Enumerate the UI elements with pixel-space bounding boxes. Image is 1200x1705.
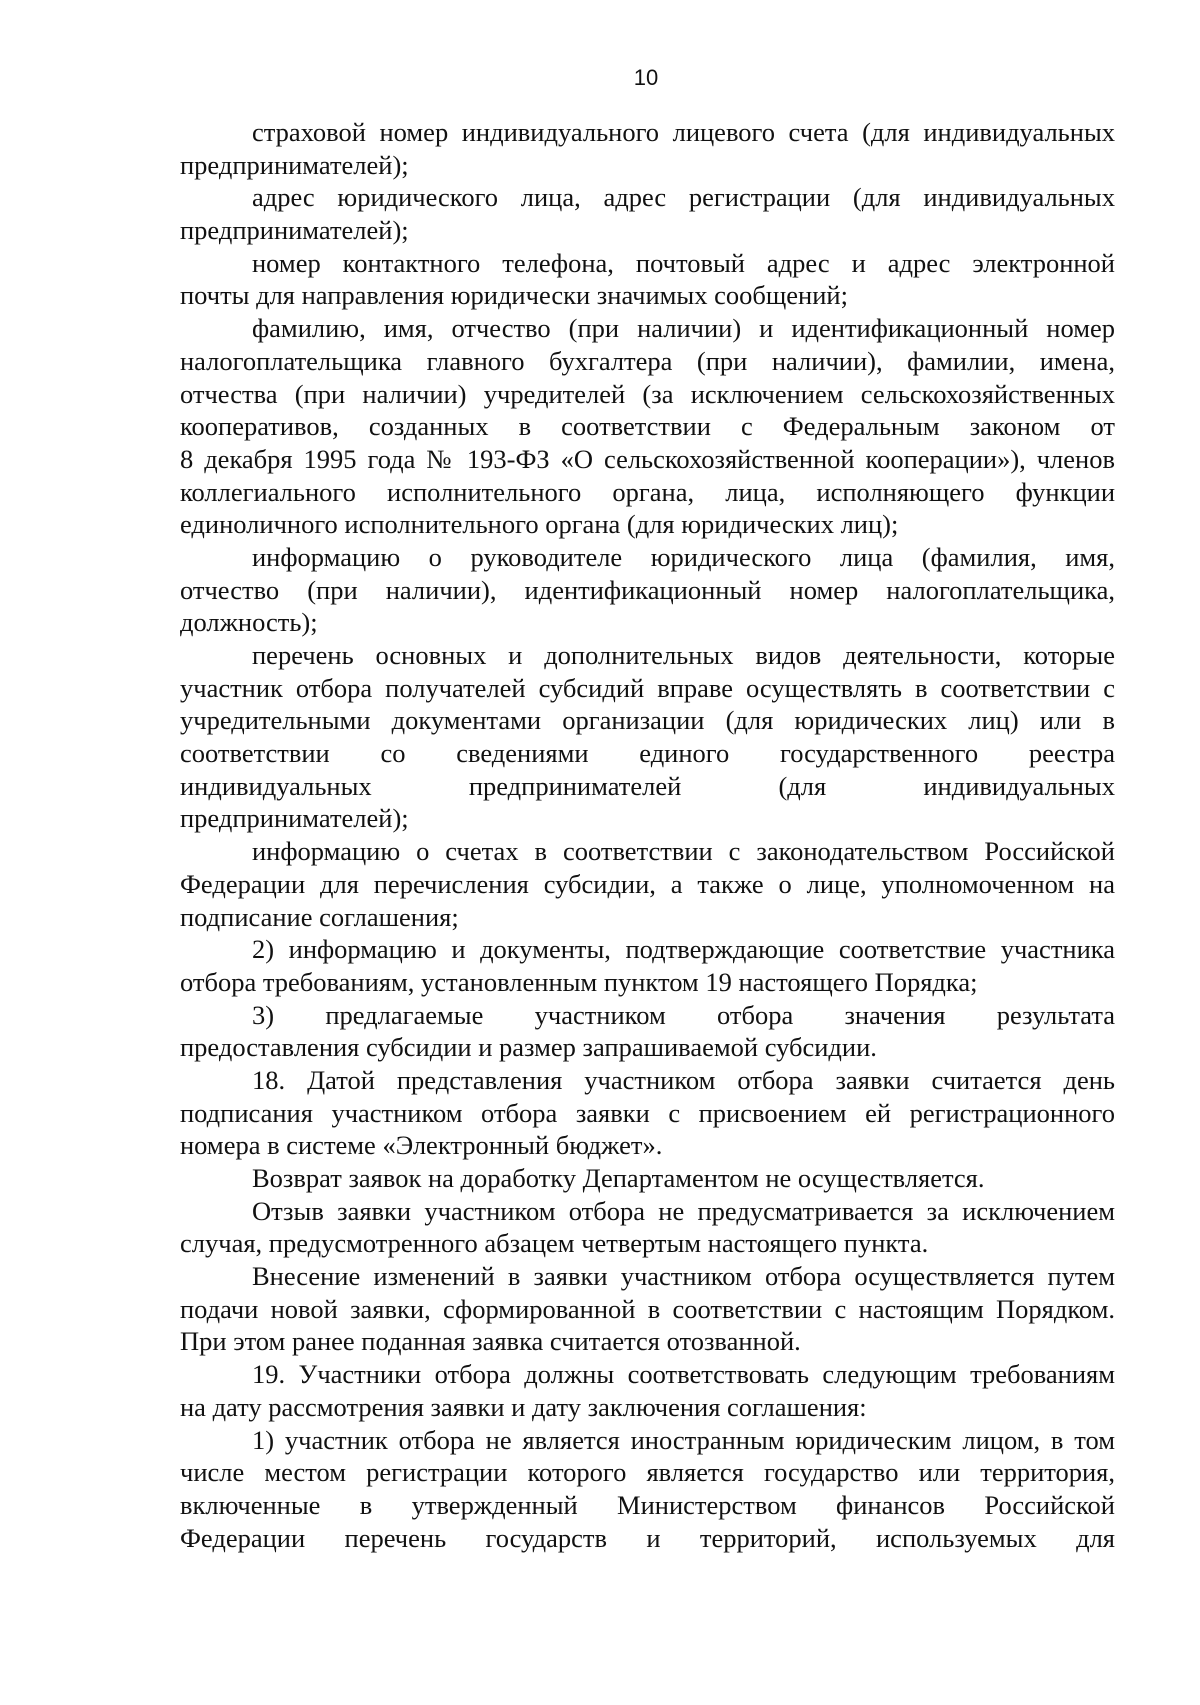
text-line: числе местом регистрации которого является государство или территория,	[180, 1457, 1115, 1488]
text-line: коллегиального исполнительного органа, лица, исполняющего функции	[180, 476, 1115, 507]
page-number: 10	[633, 65, 659, 90]
text-line: предпринимателей);	[180, 149, 409, 180]
text-line: Федерации для перечисления субсидии, а также о лице, уполномоченном на	[180, 868, 1115, 899]
text-line: включенные в утвержденный Министерством финансов Российской	[180, 1489, 1115, 1520]
text-line: отбора требованиям, установленным пунктом 19 настоящего Порядка;	[180, 966, 978, 997]
text-line: номера в системе «Электронный бюджет».	[180, 1130, 663, 1161]
text-line: При этом ранее поданная заявка считается отозванной.	[180, 1326, 801, 1357]
text-line: на дату рассмотрения заявки и дату заключения соглашения:	[180, 1391, 867, 1422]
document-body	[180, 116, 1115, 1554]
text-line: Отзыв заявки участником отбора не предусматривается за исключением	[252, 1195, 1115, 1226]
text-line: предоставления субсидии и размер запрашиваемой субсидии.	[180, 1032, 877, 1063]
text-line: отчества (при наличии) учредителей (за исключением сельскохозяйственных	[180, 378, 1115, 409]
text-line: отчество (при наличии), идентификационный номер налогоплательщика,	[180, 574, 1115, 605]
text-line: должность);	[180, 607, 318, 638]
text-line: учредительными документами организации (для юридических лиц) или в	[180, 705, 1115, 736]
text-line: адрес юридического лица, адрес регистрации (для индивидуальных	[252, 182, 1115, 213]
text-line: 1) участник отбора не является иностранным юридическим лицом, в том	[252, 1424, 1115, 1455]
text-line: информацию о руководителе юридического лица (фамилия, имя,	[252, 541, 1115, 572]
text-line: 8 декабря 1995 года № 193-ФЗ «О сельскохозяйственной кооперации»), членов	[180, 443, 1115, 474]
text-line: соответствии со сведениями единого государственного реестра	[180, 738, 1115, 769]
text-line: подачи новой заявки, сформированной в соответствии с настоящим Порядком.	[180, 1293, 1115, 1324]
text-line: участник отбора получателей субсидий вправе осуществлять в соответствии с	[180, 672, 1115, 703]
text-line: 2) информацию и документы, подтверждающие соответствие участника	[252, 934, 1115, 965]
text-line: Федерации перечень государств и территорий, используемых для	[180, 1522, 1115, 1553]
text-line: 3) предлагаемые участником отбора значения результата	[252, 999, 1115, 1030]
text-line: Возврат заявок на доработку Департаментом не осуществляется.	[252, 1163, 985, 1193]
text-line: фамилию, имя, отчество (при наличии) и идентификационный номер	[252, 313, 1115, 344]
text-line: номер контактного телефона, почтовый адрес и адрес электронной	[252, 247, 1115, 278]
text-line: предпринимателей);	[180, 803, 409, 834]
text-line: предпринимателей);	[180, 215, 409, 246]
text-line: подписание соглашения;	[180, 901, 459, 932]
text-line: информацию о счетах в соответствии с законодательством Российской	[252, 836, 1115, 867]
text-line: 18. Датой представления участником отбора заявки считается день	[252, 1064, 1115, 1095]
text-line: подписания участником отбора заявки с присвоением ей регистрационного	[180, 1097, 1115, 1128]
text-line: единоличного исполнительного органа (для юридических лиц);	[180, 509, 899, 540]
text-line: налогоплательщика главного бухгалтера (при наличии), фамилии, имена,	[180, 345, 1115, 376]
text-line: случая, предусмотренного абзацем четвертым настоящего пункта.	[180, 1228, 929, 1259]
text-line: 19. Участники отбора должны соответствовать следующим требованиям	[252, 1359, 1115, 1390]
text-line: страховой номер индивидуального лицевого счета (для индивидуальных	[252, 117, 1115, 147]
text-line: почты для направления юридически значимых сообщений;	[180, 280, 848, 311]
text-line: Внесение изменений в заявки участником отбора осуществляется путем	[252, 1261, 1115, 1292]
text-line: перечень основных и дополнительных видов деятельности, которые	[252, 640, 1115, 670]
text-line: индивидуальных предпринимателей (для индивидуальных	[180, 770, 1115, 801]
text-line: кооперативов, созданных в соответствии с Федеральным законом от	[180, 411, 1115, 442]
